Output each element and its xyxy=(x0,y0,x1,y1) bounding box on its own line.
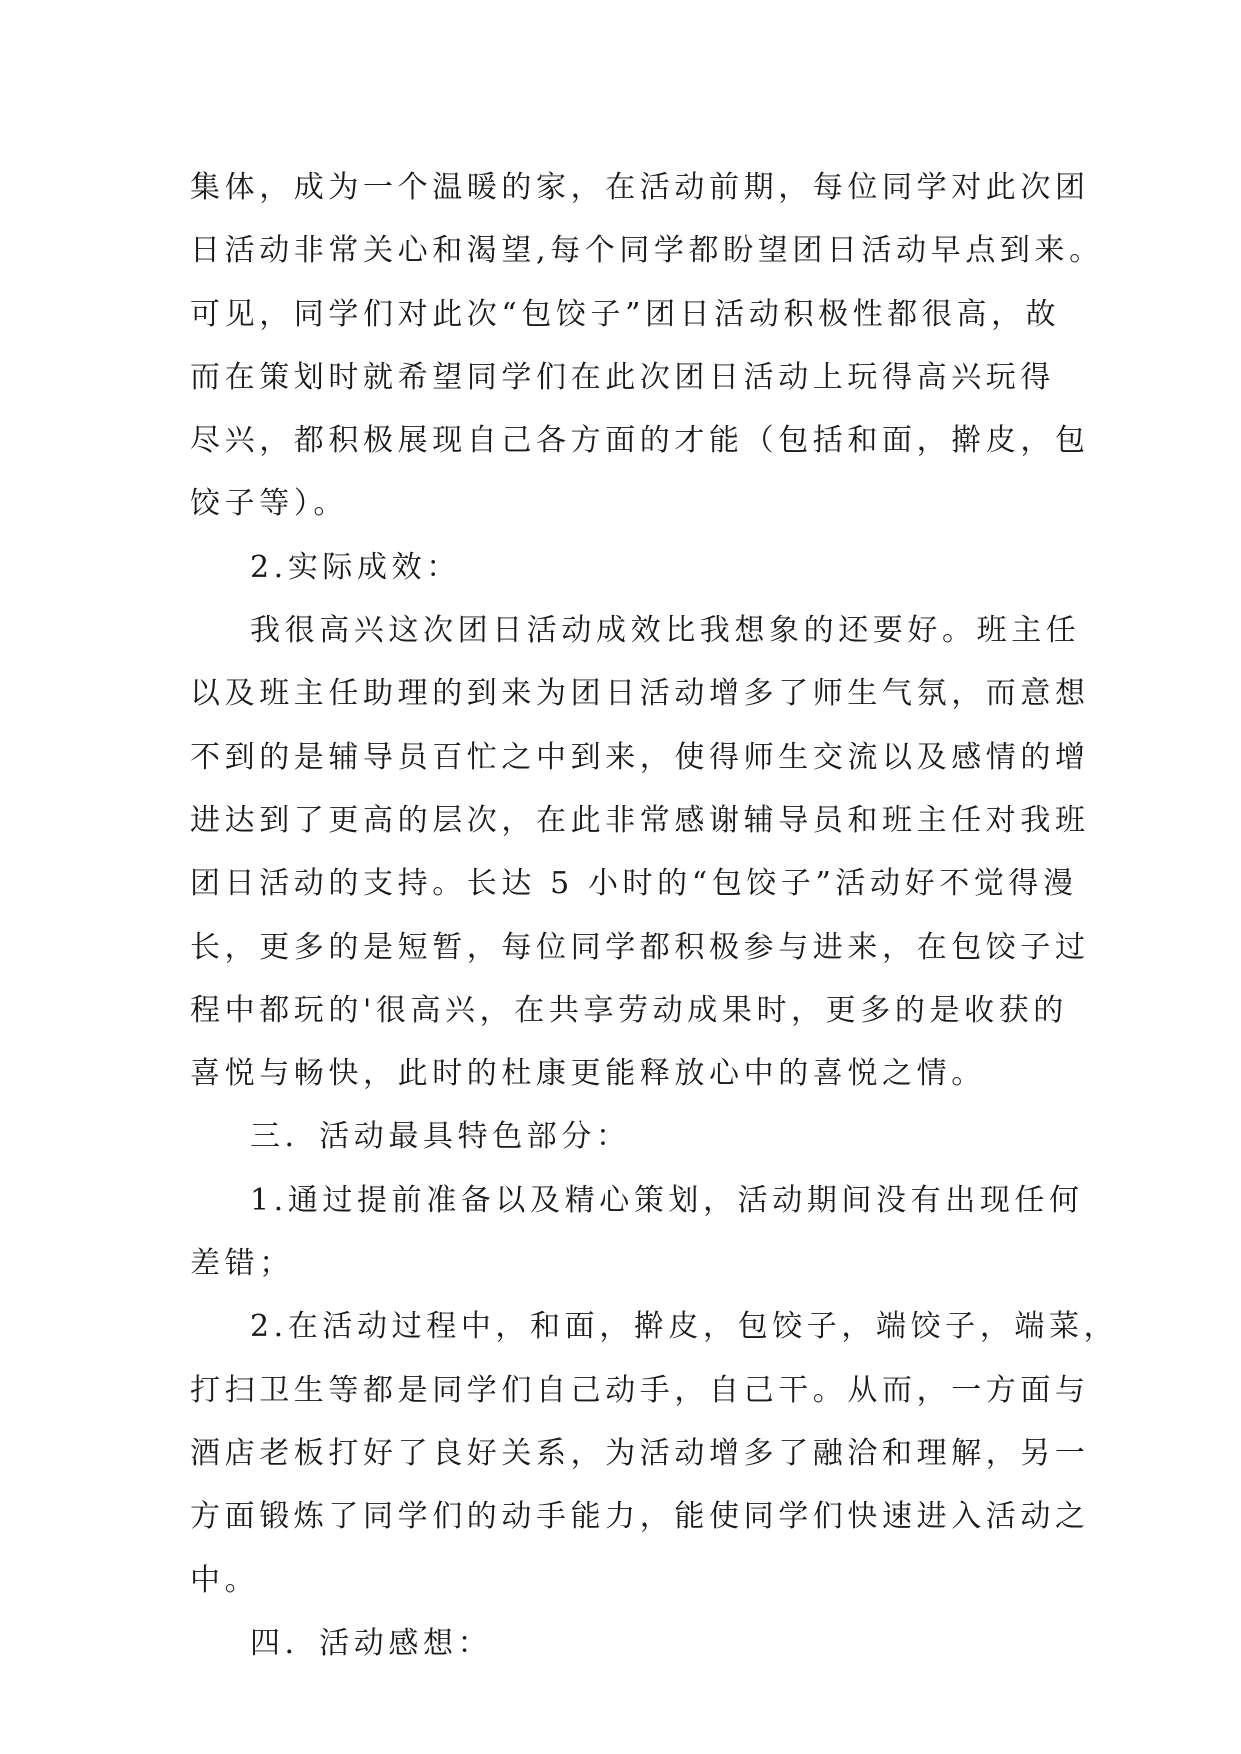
text-line: 集体，成为一个温暖的家，在活动前期，每位同学对此次团 xyxy=(190,170,1090,205)
section-heading: 三．活动最具特色部分： xyxy=(250,1119,631,1155)
text-line: 打扫卫生等都是同学们自己动手，自己干。从而，一方面与 xyxy=(190,1372,1090,1408)
list-item: 2.在活动过程中，和面，擀皮，包饺子，端饺子，端菜， xyxy=(250,1309,1119,1345)
text-line: 不到的是辅导员百忙之中到来，使得师生交流以及感情的增 xyxy=(190,739,1090,775)
text-line: 日活动非常关心和渴望,每个同学都盼望团日活动早点到来。 xyxy=(190,233,1104,269)
list-item: 1.通过提前准备以及精心策划，活动期间没有出现任何 xyxy=(250,1182,1084,1218)
text-line: 中。 xyxy=(190,1562,260,1598)
text-line: 以及班主任助理的到来为团日活动增多了师生气氛，而意想 xyxy=(190,676,1090,712)
body-text xyxy=(190,156,1119,1675)
text-line: 而在策划时就希望同学们在此次团日活动上玩得高兴玩得 xyxy=(190,359,1055,395)
text-line: 饺子等）。 xyxy=(190,486,348,522)
text-line: 进达到了更高的层次，在此非常感谢辅导员和班主任对我班 xyxy=(190,802,1090,838)
text-line: 酒店老板打好了良好关系，为活动增多了融洽和理解，另一 xyxy=(190,1435,1090,1471)
text-line: 差错； xyxy=(190,1246,294,1282)
text-line: 长，更多的是短暂，每位同学都积极参与进来，在包饺子过 xyxy=(190,929,1090,965)
text-line: 可见，同学们对此次“包饺子”团日活动积极性都很高，故 xyxy=(190,296,1061,332)
text-line: 尽兴，都积极展现自己各方面的才能（包括和面，擀皮，包 xyxy=(190,423,1090,459)
text-line: 团日活动的支持。长达 5 小时的“包饺子”活动好不觉得漫 xyxy=(190,866,1078,902)
text-line: 喜悦与畅快，此时的杜康更能释放心中的喜悦之情。 xyxy=(190,1056,986,1092)
text-line: 程中都玩的'很高兴，在共享劳动成果时，更多的是收获的 xyxy=(190,992,1068,1028)
section-heading: 四．活动感想： xyxy=(250,1625,493,1661)
section-heading: 2.实际成效： xyxy=(250,549,461,585)
text-line: 方面锻炼了同学们的动手能力，能使同学们快速进入活动之 xyxy=(190,1499,1090,1535)
text-line: 我很高兴这次团日活动成效比我想象的还要好。班主任 xyxy=(250,613,1081,649)
